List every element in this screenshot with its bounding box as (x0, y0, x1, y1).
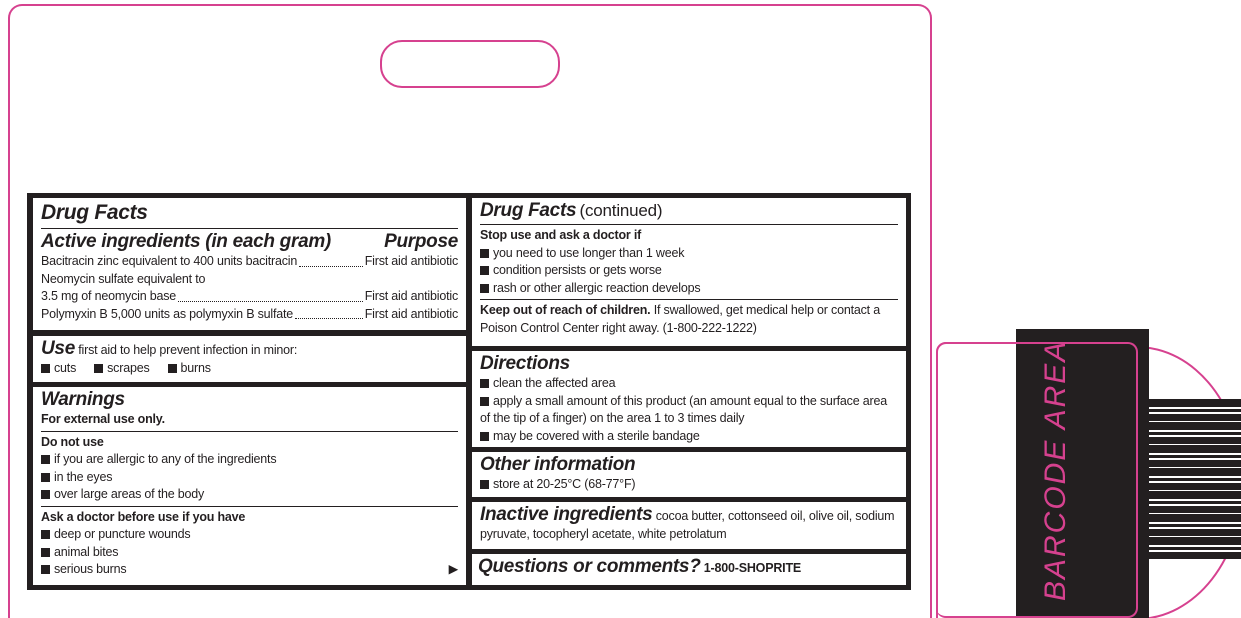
questions-phone: 1-800-SHOPRITE (703, 561, 802, 575)
questions-heading: Questions or comments? (478, 556, 701, 577)
directions-section (472, 351, 906, 447)
other-information-section (472, 452, 906, 497)
directions-heading: Directions (480, 353, 570, 374)
ingredient-name: 3.5 mg of neomycin base (41, 289, 177, 303)
warning-item: over large areas of the body (41, 486, 458, 504)
warnings-heading: Warnings (41, 389, 125, 410)
ask-doctor-heading: Ask a doctor before use if you have (41, 509, 246, 524)
ingredient-row (41, 288, 458, 306)
ingredient-row (41, 306, 458, 324)
keep-out-heading: Keep out of reach of children. (480, 303, 651, 317)
warning-item: animal bites (41, 544, 458, 562)
direction-item: apply a small amount of this product (an amount equal to the surface area of the tip of a finger) on the area 1 to 3 times daily (480, 393, 898, 428)
warning-item: in the eyes (41, 469, 458, 487)
inactive-ingredients-heading: Inactive ingredients (480, 504, 653, 525)
other-item: store at 20-25°C (68-77°F) (480, 476, 898, 494)
use-item: burns (168, 361, 211, 375)
ingredient-name: Bacitracin zinc equivalent to 400 units bacitracin (41, 254, 298, 268)
hang-tab-hole (380, 40, 560, 88)
use-item: cuts (41, 361, 76, 375)
continued-label: (continued) (579, 201, 663, 220)
questions-section (472, 554, 906, 585)
other-information-heading: Other information (480, 454, 636, 475)
active-ingredients-section (33, 198, 466, 330)
active-ingredients-heading: Active ingredients (in each gram) (41, 231, 331, 252)
warning-item: if you are allergic to any of the ingredients (41, 451, 458, 469)
keep-out-text: If swallowed, get medical help or contact a Poison Control Center right away. (1-800-222-1222) (480, 303, 880, 335)
side-panel-dieline-front (936, 339, 1138, 618)
inactive-ingredients-text: cocoa butter, cottonseed oil, olive oil, sodium pyruvate, tocopheryl acetate, white petrolatum (480, 509, 895, 541)
purpose-heading: Purpose (384, 231, 458, 252)
stop-item: you need to use longer than 1 week (480, 245, 898, 263)
stop-use-section (472, 198, 906, 346)
stop-item: rash or other allergic reaction develops (480, 280, 898, 298)
ingredient-purpose: First aid antibiotic (364, 289, 458, 303)
use-section (33, 336, 466, 382)
stop-item: condition persists or gets worse (480, 262, 898, 280)
direction-item: clean the affected area (480, 375, 898, 393)
use-item: scrapes (94, 361, 149, 375)
ingredient-purpose: First aid antibiotic (364, 254, 458, 268)
ingredient-name: Polymyxin B 5,000 units as polymyxin B sulfate (41, 306, 294, 321)
do-not-use-heading: Do not use (41, 434, 104, 449)
direction-item: may be covered with a sterile bandage (480, 428, 898, 446)
continue-arrow-icon: ▶ (448, 562, 458, 576)
ingredient-purpose: First aid antibiotic (364, 306, 458, 321)
ingredient-row (41, 253, 458, 271)
ingredient-name: Neomycin sulfate equivalent to (41, 271, 206, 286)
drug-facts-continued-title: Drug Facts (480, 200, 577, 221)
inactive-ingredients-section (472, 502, 906, 549)
use-heading: Use (41, 338, 75, 359)
warning-item: deep or puncture wounds (41, 526, 458, 544)
drug-facts-title: Drug Facts (41, 201, 148, 224)
barcode (1149, 399, 1241, 559)
barcode-area-label: BARCODE AREA (1039, 339, 1072, 601)
external-use-text: For external use only. (41, 412, 165, 426)
warning-item: serious burns (41, 561, 126, 579)
warnings-section (33, 387, 466, 585)
stop-use-heading: Stop use and ask a doctor if (480, 228, 642, 242)
use-text: first aid to help prevent infection in minor: (78, 343, 298, 357)
